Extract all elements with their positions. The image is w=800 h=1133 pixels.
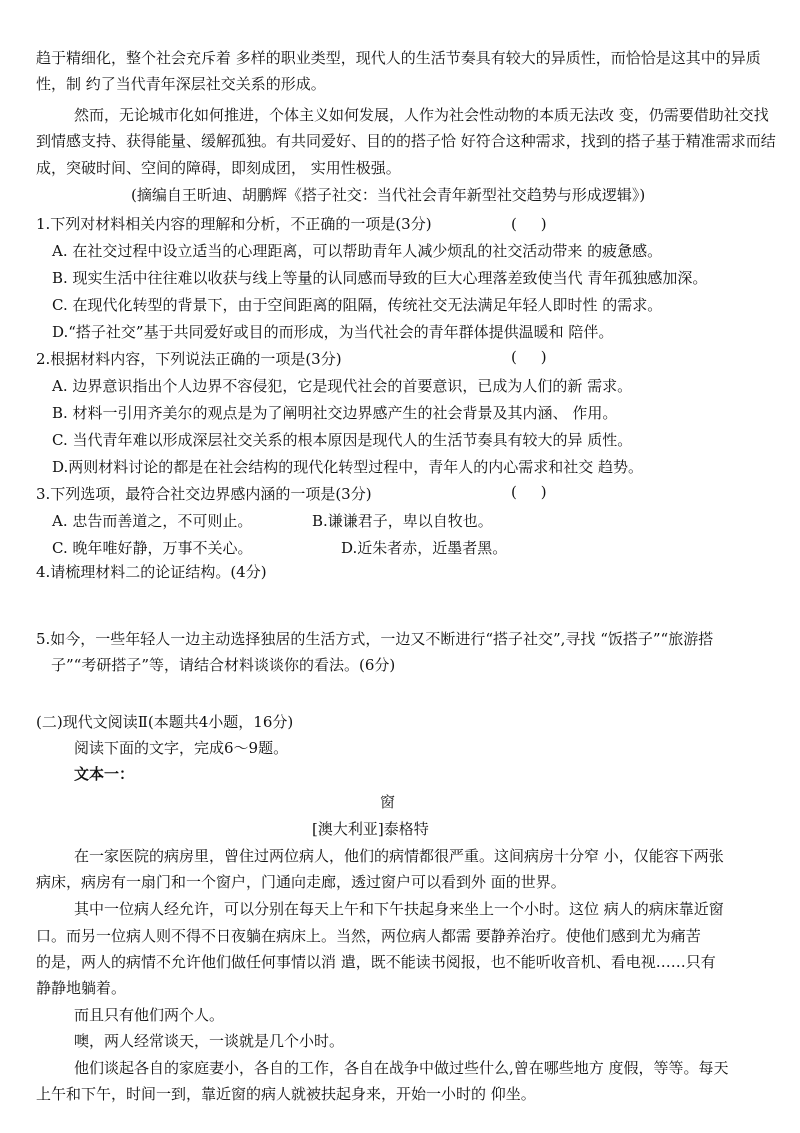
passage-line: 然而，无论城市化如何推进，个体主义如何发展，人作为社会性动物的本质无法改 变，仍需要借助社交找 (74, 106, 769, 124)
question-3-stem: 3.下列选项，最符合社交边界感内涵的一项是(3分) (36, 485, 372, 503)
story-line: 上午和下午，时间一到，靠近窗的病人就被扶起身来，开始一小时的 仰坐。 (36, 1085, 536, 1103)
passage-line: 性，制 约了当代青年深层社交关系的形成。 (36, 75, 326, 93)
option-d: D.近朱者赤，近墨者黑。 (341, 539, 508, 557)
instruction-text: 阅读下面的文字，完成6～9题。 (74, 739, 289, 757)
story-line: 而且只有他们两个人。 (74, 1006, 225, 1024)
option-d: D.两则材料讨论的都是在社会结构的现代化转型过程中，青年人的内心需求和社交 趋势。 (52, 458, 644, 476)
option-c: C. 在现代化转型的背景下，由于空间距离的阻隔，传统社交无法满足年轻人即时性 的需求。 (52, 296, 663, 314)
option-a: A. 在社交过程中设立适当的心理距离，可以帮助青年人减少烦乱的社交活动带来 的疲惫感。 (52, 242, 663, 260)
text-label: 文本一： (74, 765, 135, 783)
question-1-stem: 1.下列对材料相关内容的理解和分析，不正确的一项是(3分) (36, 215, 432, 233)
passage-line: 成，突破时间、空间的障碍，即刻成团， 实用性极强。 (36, 159, 401, 177)
question-5-stem: 子”“考研搭子”等，请结合材料谈谈你的看法。(6分) (51, 656, 396, 674)
story-author: [澳大利亚]泰格特 (312, 820, 429, 838)
question-4-stem: 4.请梳理材料二的论证结构。(4分) (36, 563, 267, 581)
option-c: C. 当代青年难以形成深层社交关系的根本原因是现代人的生活节奏具有较大的异 质性。 (52, 431, 633, 449)
option-a: A. 边界意识指出个人边界不容侵犯，它是现代社会的首要意识，已成为人们的新 需求。 (52, 377, 633, 395)
section-heading: (二)现代文阅读Ⅱ(本题共4小题，16分) (36, 713, 294, 731)
story-line: 他们谈起各自的家庭妻小，各自的工作，各自在战争中做过些什么,曾在哪些地方 度假，等等。每天 (74, 1059, 729, 1077)
answer-blank[interactable]: ( ) (511, 215, 547, 233)
story-line: 在一家医院的病房里，曾住过两位病人，他们的病情都很严重。这间病房十分窄 小，仅能容下两张 (74, 847, 724, 865)
option-b: B.谦谦君子，卑以自牧也。 (312, 512, 493, 530)
option-a: A. 忠告而善道之，不可则止。 (52, 512, 253, 530)
story-line: 静静地躺着。 (36, 979, 127, 997)
story-line: 的是，两人的病情不允许他们做任何事情以消 遣，既不能读书阅报，也不能听收音机、看电视……只有 (36, 953, 716, 971)
option-d: D.“搭子社交”基于共同爱好或目的而形成，为当代社会的青年群体提供温暖和 陪伴。 (52, 323, 614, 341)
story-line: 口。而另一位病人则不得不日夜躺在病床上。当然，两位病人都需 要静养治疗。使他们感到尤为痛苦 (36, 927, 701, 945)
story-title: 窗 (380, 793, 396, 811)
question-5-stem: 5.如今，一些年轻人一边主动选择独居的生活方式，一边又不断进行“搭子社交”,寻找 “饭搭子”“旅游搭 (36, 630, 714, 648)
answer-blank[interactable]: ( ) (511, 483, 547, 501)
story-line: 其中一位病人经允许，可以分别在每天上午和下午扶起身来坐上一个小时。这位 病人的病床靠近窗 (74, 900, 724, 918)
question-2-stem: 2.根据材料内容，下列说法正确的一项是(3分) (36, 350, 342, 368)
option-b: B. 现实生活中往往难以收获与线上等量的认同感而导致的巨大心理落差致使当代 青年孤独感加深。 (52, 269, 708, 287)
story-line: 噢，两人经常谈天，一谈就是几个小时。 (74, 1032, 345, 1050)
answer-blank[interactable]: ( ) (511, 348, 547, 366)
passage-line: 趋于精细化，整个社会充斥着 多样的职业类型，现代人的生活节奏具有较大的异质性，而恰恰是这其中的异质 (36, 49, 761, 67)
story-line: 病床，病房有一扇门和一个窗户，门通向走廊，透过窗户可以看到外 面的世界。 (36, 873, 566, 891)
passage-line: 到情感支持、获得能量、缓解孤独。有共同爱好、目的的搭子恰 好符合这种需求，找到的搭子基于精准需求而结 (36, 132, 776, 150)
option-c: C. 晚年唯好静，万事不关心。 (52, 539, 253, 557)
source-citation: (摘编自王昕迪、胡鹏辉《搭子社交：当代社会青年新型社交趋势与形成逻辑》) (131, 186, 646, 204)
option-b: B. 材料一引用齐美尔的观点是为了阐明社交边界感产生的社会背景及其内涵、 作用。 (52, 404, 618, 422)
